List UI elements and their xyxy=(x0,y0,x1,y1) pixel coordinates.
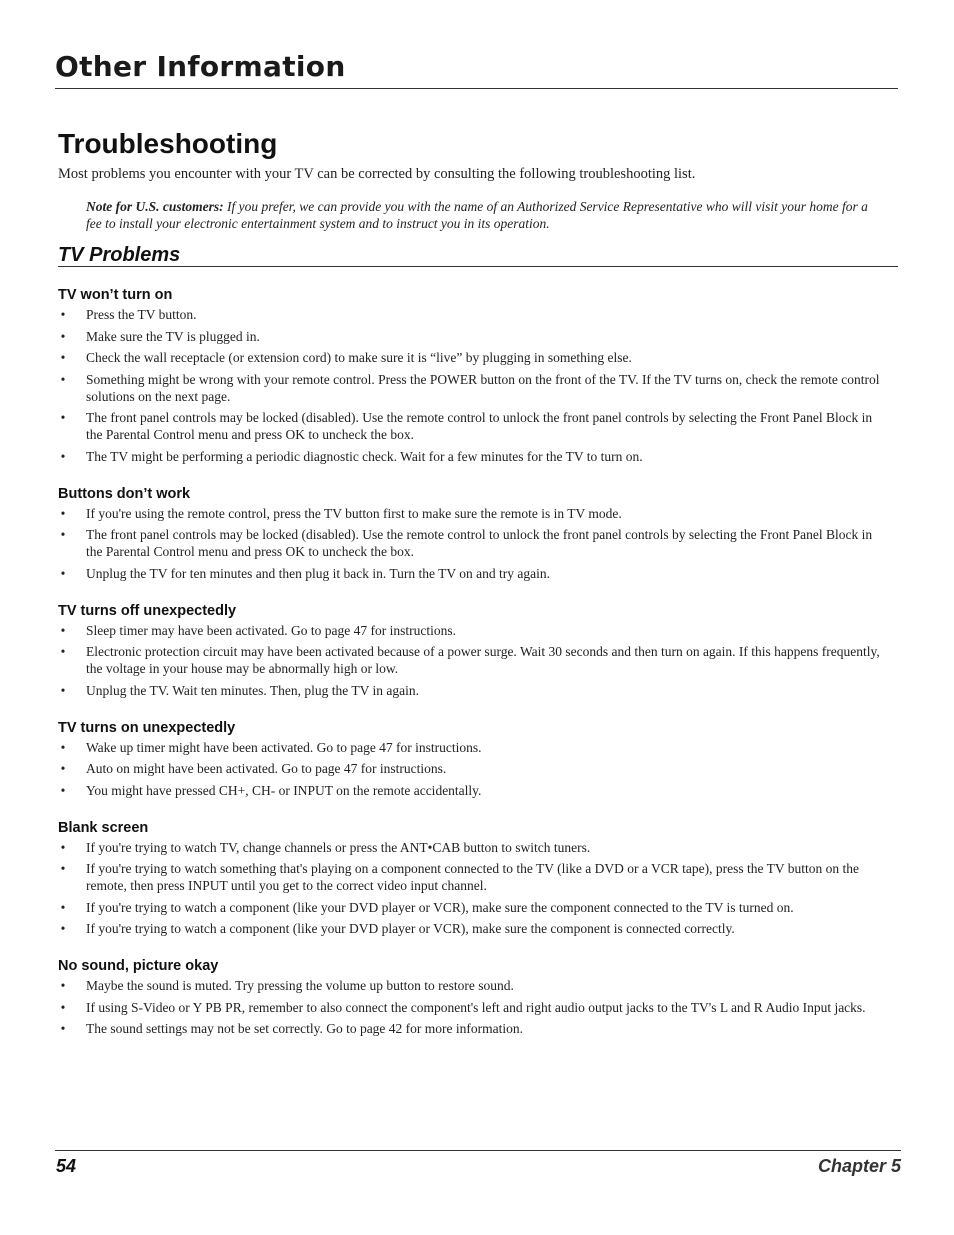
bullet-icon: • xyxy=(60,505,66,521)
troubleshooting-group xyxy=(58,602,890,699)
list-item-text: The sound settings may not be set correctly. Go to page 42 for more information. xyxy=(86,1021,524,1036)
bullet-icon: • xyxy=(60,861,66,876)
customer-note xyxy=(86,198,886,232)
bullet-icon: • xyxy=(60,978,66,993)
list-item-text: The TV might be performing a periodic diagnostic check. Wait for a few minutes for the TV to turn on. xyxy=(86,448,643,464)
bullet-icon: • xyxy=(60,1021,66,1036)
bullet-icon: • xyxy=(60,899,66,915)
list-item-text: If you're trying to watch TV, change channels or press the ANT•CAB button to switch tuners. xyxy=(86,839,591,855)
list-item xyxy=(58,920,890,937)
list-item xyxy=(58,899,890,916)
list-item xyxy=(58,739,890,756)
bullet-icon: • xyxy=(60,371,66,387)
page-title: Troubleshooting xyxy=(58,128,278,159)
bullet-icon: • xyxy=(60,761,66,776)
group-heading: TV turns off unexpectedly xyxy=(58,602,237,619)
note-label: Note for U.S. customers: xyxy=(86,199,224,214)
intro-text: Most problems you encounter with your TV can be corrected by consulting the following troubleshooting list. xyxy=(58,166,696,182)
list-item xyxy=(58,306,890,323)
list-item xyxy=(58,371,890,405)
list-item xyxy=(58,1020,890,1037)
bullet-icon: • xyxy=(60,644,66,659)
note-text: If you prefer, we can provide you with the name of an Authorized Service Representative who will visit your home for a fee to install your electronic entertainment system and to instruct you in its operation. xyxy=(86,199,868,231)
bullet-icon: • xyxy=(60,527,66,542)
list-item-text: Wake up timer might have been activated. Go to page 47 for instructions. xyxy=(86,739,482,755)
bullet-list xyxy=(58,622,890,699)
list-item xyxy=(58,565,890,582)
chapter-label: Chapter 5 xyxy=(817,1156,901,1176)
list-item xyxy=(58,760,890,777)
list-item-text: Maybe the sound is muted. Try pressing the volume up button to restore sound. xyxy=(86,978,514,993)
list-item xyxy=(58,839,890,856)
list-item xyxy=(58,977,890,994)
subsection-title: TV Problems xyxy=(58,244,181,266)
troubleshooting-group xyxy=(58,719,890,799)
list-item xyxy=(58,622,890,639)
group-heading: No sound, picture okay xyxy=(58,958,219,974)
bullet-list xyxy=(58,306,890,465)
list-item-text: Electronic protection circuit may have been activated because of a power surge. Wait 30 seconds and then turn on again. If this happens frequently, the voltage in your house may be abnormally high or low. xyxy=(86,644,880,676)
bullet-icon: • xyxy=(60,782,66,798)
list-item-text: If you're trying to watch a component (like your DVD player or VCR), make sure the component is connected correctly. xyxy=(86,921,735,936)
bullet-icon: • xyxy=(60,410,66,425)
list-item-text: Check the wall receptacle (or extension cord) to make sure it is “live” by plugging in something else. xyxy=(86,350,632,365)
list-item xyxy=(58,349,890,366)
list-item-text: The front panel controls may be locked (disabled). Use the remote control to unlock the front panel controls by selecting the Front Panel Block in the Parental Control menu and press OK to uncheck the box. xyxy=(86,527,873,559)
bullet-icon: • xyxy=(60,921,66,936)
list-item-text: If using S-Video or Y PB PR, remember to also connect the component's left and right audio output jacks to the TV's L and R Audio Input jacks. xyxy=(86,999,866,1015)
list-item-text: Make sure the TV is plugged in. xyxy=(86,328,260,344)
group-heading: Buttons don’t work xyxy=(58,485,191,502)
list-item-text: Auto on might have been activated. Go to page 47 for instructions. xyxy=(86,761,447,776)
list-item xyxy=(58,682,890,699)
bullet-list xyxy=(58,977,890,1037)
group-heading: TV turns on unexpectedly xyxy=(58,719,236,736)
troubleshooting-group xyxy=(58,485,890,582)
bullet-icon: • xyxy=(60,307,66,322)
troubleshooting-group xyxy=(58,819,890,938)
list-item-text: Unplug the TV. Wait ten minutes. Then, plug the TV in again. xyxy=(86,682,420,698)
bullet-icon: • xyxy=(60,682,66,698)
bullet-icon: • xyxy=(60,328,66,344)
bullet-icon: • xyxy=(60,839,66,855)
list-item-text: The front panel controls may be locked (disabled). Use the remote control to unlock the front panel controls by selecting the Front Panel Block in the Parental Control menu and press OK to uncheck the box. xyxy=(86,410,873,442)
list-item xyxy=(58,328,890,345)
list-item xyxy=(58,643,890,677)
bullet-list xyxy=(58,839,890,938)
bullet-icon: • xyxy=(60,350,66,365)
list-item xyxy=(58,409,890,443)
list-item xyxy=(58,526,890,560)
bullet-icon: • xyxy=(60,739,66,755)
troubleshooting-list xyxy=(58,286,890,1057)
bullet-icon: • xyxy=(60,448,66,464)
header-title: Other Information xyxy=(55,50,346,83)
troubleshooting-group xyxy=(58,286,890,465)
list-item-text: Sleep timer may have been activated. Go to page 47 for instructions. xyxy=(86,622,457,638)
list-item xyxy=(58,860,890,894)
list-item xyxy=(58,999,890,1016)
list-item-text: You might have pressed CH+, CH- or INPUT on the remote accidentally. xyxy=(86,782,482,798)
bullet-icon: • xyxy=(60,999,66,1015)
header-divider xyxy=(55,88,898,89)
list-item-text: Something might be wrong with your remote control. Press the POWER button on the front of the TV. If the TV turns on, check the remote control solutions on the next page. xyxy=(86,371,880,404)
bullet-list xyxy=(58,739,890,799)
troubleshooting-group xyxy=(58,957,890,1037)
footer-divider xyxy=(55,1150,901,1151)
bullet-icon: • xyxy=(60,622,66,638)
list-item-text: If you're trying to watch something that's playing on a component connected to the TV (like a DVD or a VCR tape), press the TV button on the remote, then press INPUT until you get to the correct video input channel. xyxy=(86,861,859,893)
page-number: 54 xyxy=(56,1156,77,1176)
list-item-text: If you're using the remote control, press the TV button first to make sure the remote is in TV mode. xyxy=(86,505,622,521)
bullet-list xyxy=(58,505,890,582)
group-heading: TV won’t turn on xyxy=(58,287,173,303)
bullet-icon: • xyxy=(60,565,66,581)
group-heading: Blank screen xyxy=(58,819,149,836)
subsection-divider xyxy=(58,266,898,267)
list-item-text: Press the TV button. xyxy=(86,307,197,322)
list-item xyxy=(58,448,890,465)
list-item xyxy=(58,505,890,522)
list-item-text: Unplug the TV for ten minutes and then plug it back in. Turn the TV on and try again. xyxy=(86,565,550,581)
list-item xyxy=(58,782,890,799)
list-item-text: If you're trying to watch a component (like your DVD player or VCR), make sure the component connected to the TV is turned on. xyxy=(86,899,794,915)
